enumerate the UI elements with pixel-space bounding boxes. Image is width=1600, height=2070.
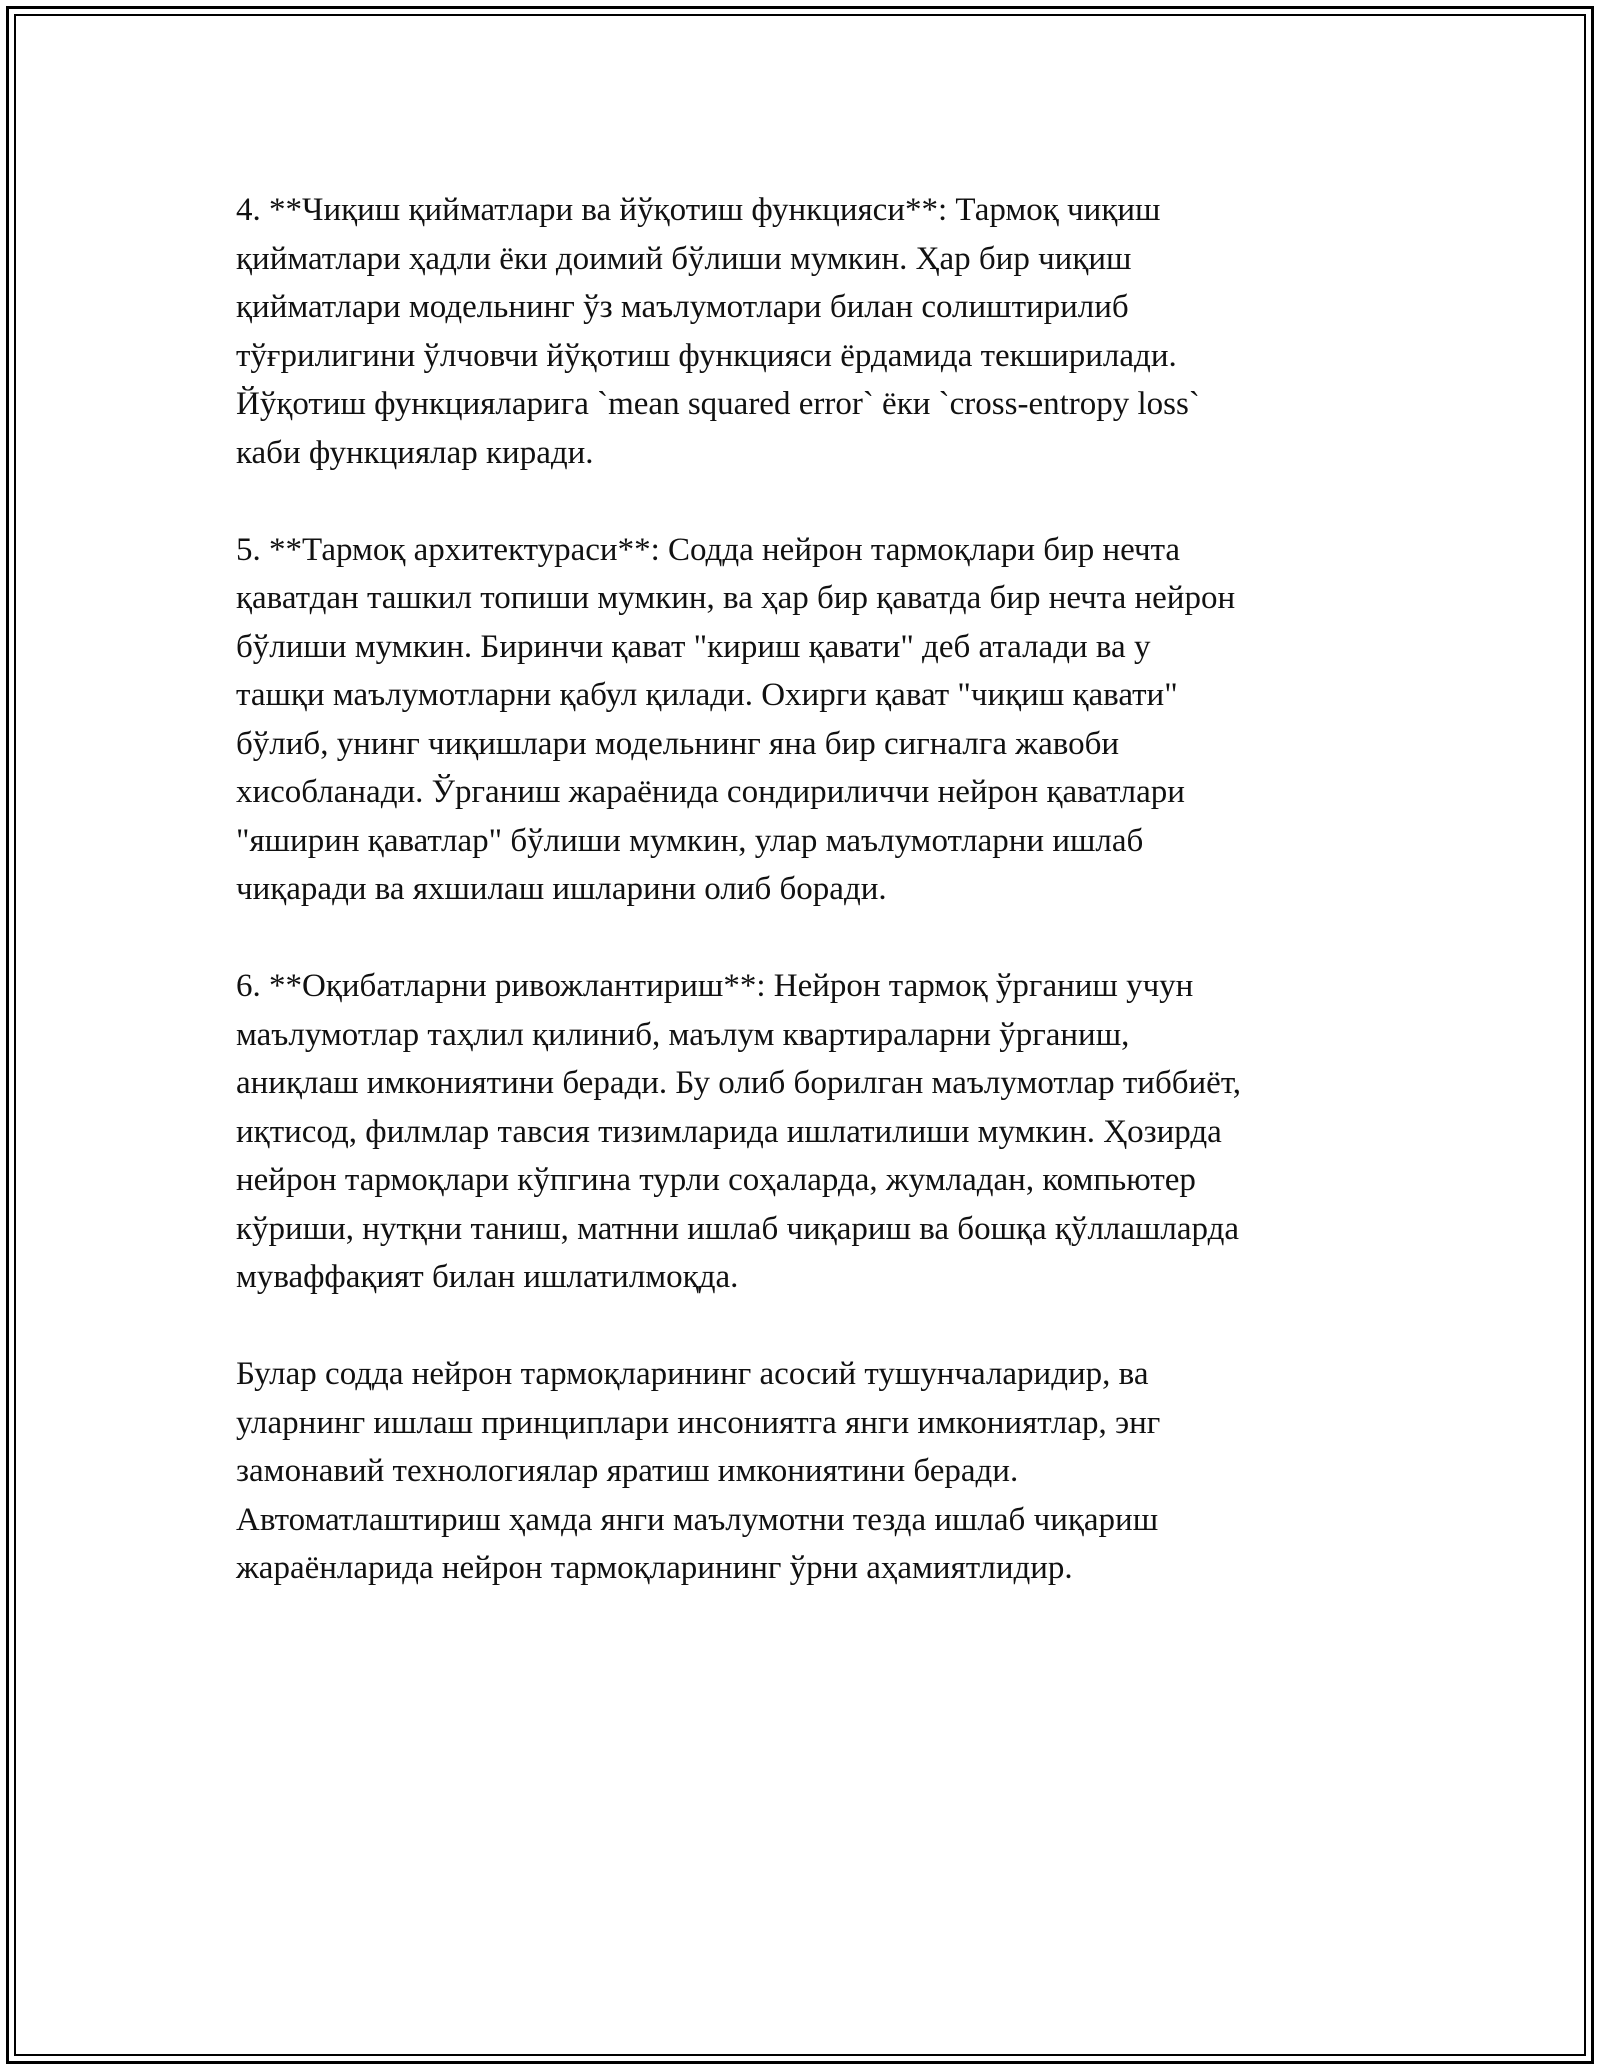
text-line: қийматлари ҳадли ёки доимий бўлиши мумкин. Ҳар бир чиқиш [236, 240, 1132, 277]
text-line: қийматлари модельнинг ўз маълумотлари билан солиштирилиб [236, 289, 1129, 325]
text-line: қаватдан ташкил топиши мумкин, ва ҳар бир қаватда бир нечта нейрон [236, 580, 1236, 616]
document-body [236, 186, 1376, 1641]
text-line: Автоматлаштириш ҳамда янги маълумотни тезда ишлаб чиқариш [236, 1501, 1159, 1538]
text-line: ташқи маълумотларни қабул қилади. Охирги қават "чиқиш қавати" [236, 677, 1178, 713]
text-line: каби функциялар киради. [236, 434, 594, 471]
text-line: Булар содда нейрон тармоқларининг асосий тушунчаларидир, ва [236, 1356, 1149, 1392]
text-line: чиқаради ва яхшилаш ишларини олиб боради. [236, 871, 887, 907]
text-line: бўлиб, унинг чиқишлари модельнинг яна бир сигналга жавоби [236, 725, 1120, 762]
text-line: бўлиши мумкин. Биринчи қават "кириш қавати" деб аталади ва у [236, 628, 1151, 665]
text-line: 6. **Оқибатларни ривожлантириш**: Нейрон тармоқ ўрганиш учун [236, 968, 1194, 1004]
text-line: иқтисод, филмлар тавсия тизимларида ишлатилиши мумкин. Ҳозирда [236, 1113, 1222, 1150]
text-line: муваффақият билан ишлатилмоқда. [236, 1259, 739, 1295]
paragraph-applications [236, 962, 1376, 1302]
text-line: хисобланади. Ўрганиш жараёнида сондириличчи нейрон қаватлари [236, 774, 1185, 810]
text-line: замонавий технологиялар яратиш имкониятини беради. [236, 1453, 1019, 1489]
paragraph-conclusion [236, 1350, 1376, 1593]
text-line: аниқлаш имкониятини беради. Бу олиб борилган маълумотлар тиббиёт, [236, 1065, 1242, 1101]
text-line: Йўқотиш функцияларига `mean squared error` ёки `cross-entropy loss` [236, 386, 1200, 422]
text-line: 5. **Тармоқ архитектураси**: Содда нейрон тармоқлари бир нечта [236, 531, 1181, 568]
text-line: маълумотлар таҳлил қилиниб, маълум квартираларни ўрганиш, [236, 1016, 1130, 1053]
text-line: 4. **Чиқиш қийматлари ва йўқотиш функцияси**: Тармоқ чиқиш [236, 192, 1161, 228]
text-line: "яширин қаватлар" бўлиши мумкин, улар маълумотларни ишлаб [236, 822, 1144, 859]
text-line: кўриши, нутқни таниш, матнни ишлаб чиқариш ва бошқа қўллашларда [236, 1210, 1240, 1247]
text-line: жараёнларида нейрон тармоқларининг ўрни аҳамиятлидир. [236, 1550, 1073, 1586]
text-line: уларнинг ишлаш принциплари инсониятга янги имкониятлар, энг [236, 1404, 1161, 1441]
text-line: тўғрилигини ўлчовчи йўқотиш функцияси ёрдамида текширилади. [236, 337, 1177, 374]
text-line: нейрон тармоқлари кўпгина турли соҳаларда, жумладан, компьютер [236, 1162, 1196, 1198]
paragraph-output-values-loss [236, 186, 1376, 477]
paragraph-network-architecture [236, 526, 1376, 914]
